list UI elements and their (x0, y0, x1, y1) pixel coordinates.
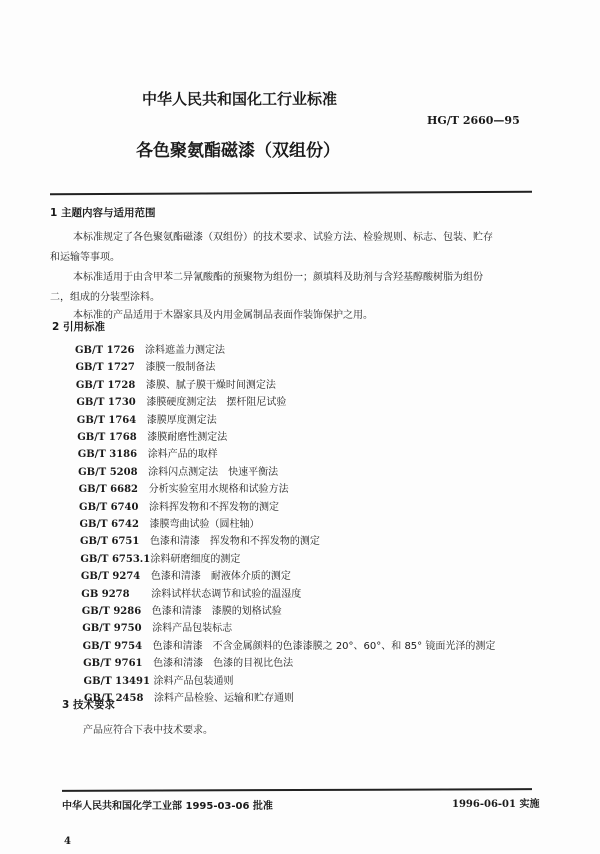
reference-name: 漆膜硬度测定法 摆杆阻尼试验 (146, 397, 287, 409)
reference-code: GB/T 6740 (79, 501, 139, 513)
reference-code: GB/T 3186 (77, 449, 138, 461)
reference-name: 漆膜、腻子膜干燥时间测定法 (145, 379, 276, 391)
reference-code: GB 9278 (81, 588, 130, 600)
reference-item (79, 498, 279, 513)
section-2-heading: 2 引用标准 (52, 321, 105, 333)
reference-item (76, 376, 276, 391)
paragraph: 和运输等事项。 (50, 252, 120, 263)
paragraph: 本标准规定了各色聚氨酯磁漆（双组份）的技术要求、试验方法、检验规则、标志、包装、贮存 (73, 232, 493, 243)
reference-code: GB/T 2458 (84, 693, 144, 704)
section-3-heading: 3 技术要求 (62, 699, 115, 711)
reference-name: 涂料试样状态调节和试验的温湿度 (151, 588, 302, 600)
paragraph: 本标准适用于由含甲苯二异氰酸酯的预聚物为组份一；颜填料及助剂与含羟基醇酸树脂为组份 (73, 272, 483, 283)
reference-code: GB/T 9286 (81, 606, 142, 617)
reference-name: 涂料遮盖力测定法 (145, 345, 225, 356)
approval-text: 中华人民共和国化学工业部 1995-03-06 批准 (62, 801, 273, 812)
reference-item (82, 602, 282, 617)
reference-item (80, 550, 240, 565)
reference-code: GB/T 1768 (77, 432, 137, 443)
reference-name: 涂料闪点测定法 快速平衡法 (148, 466, 279, 478)
reference-code: GB/T 6742 (79, 519, 139, 530)
reference-name: 涂料产品包装通则 (153, 675, 234, 687)
reference-item (77, 411, 217, 426)
document-title: 各色聚氨酯磁漆（双组份） (136, 141, 340, 161)
reference-item (79, 480, 289, 495)
reference-code: GB/T 5208 (78, 466, 138, 478)
reference-name: 涂料产品的取样 (147, 449, 218, 461)
footer-rule (62, 788, 532, 792)
reference-name: 漆膜厚度测定法 (146, 414, 217, 426)
reference-item (83, 637, 496, 652)
reference-item (82, 619, 232, 634)
reference-code: GB/T 1727 (75, 362, 135, 374)
reference-code: GB/T 1728 (75, 379, 136, 391)
reference-item (76, 393, 286, 408)
reference-item (84, 689, 294, 704)
reference-code: GB/T 9750 (82, 623, 142, 635)
reference-item (77, 428, 227, 443)
reference-item (81, 585, 301, 600)
standard-code: HG/T 2660—95 (427, 114, 520, 127)
reference-code: GB/T 9761 (83, 658, 143, 670)
header-rule (50, 191, 532, 196)
reference-name: 漆膜一般制备法 (145, 362, 216, 374)
reference-code: GB/T 9754 (82, 640, 143, 652)
reference-name: 涂料研磨细度的测定 (150, 553, 241, 565)
reference-code: GB/T 1730 (76, 397, 136, 409)
reference-item (80, 532, 320, 547)
reference-name: 漆膜耐磨性测定法 (147, 432, 228, 443)
reference-name: 色漆和清漆 挥发物和不挥发物的测定 (149, 536, 320, 548)
organization: 中华人民共和国化工行业标准 (142, 90, 338, 108)
paragraph: 产品应符合下表中技术要求。 (83, 725, 213, 736)
reference-item (83, 654, 293, 669)
page-number: 4 (64, 836, 71, 847)
reference-item (80, 515, 260, 530)
reference-item (75, 358, 215, 373)
reference-item (75, 341, 225, 356)
reference-code: GB/T 1764 (76, 414, 137, 426)
paragraph: 二，组成的分装型涂料。 (50, 292, 160, 303)
reference-name: 涂料产品检验、运输和贮存通则 (154, 693, 294, 704)
effective-date: 1996-06-01 实施 (452, 799, 540, 810)
reference-name: 漆膜弯曲试验（圆柱轴） (149, 519, 260, 530)
section-1-heading: 1 主题内容与适用范围 (50, 207, 156, 219)
reference-item (78, 463, 278, 478)
reference-code: GB/T 6753.1 (80, 553, 151, 565)
reference-name: 分析实验室用水规格和试验方法 (148, 484, 289, 496)
reference-item (81, 567, 291, 582)
reference-code: GB/T 9274 (80, 571, 141, 583)
reference-code: GB/T 1726 (75, 345, 135, 356)
reference-name: 色漆和清漆 色漆的目视比色法 (153, 658, 294, 670)
reference-item (84, 672, 234, 687)
reference-code: GB/T 13491 (83, 675, 150, 687)
paragraph: 本标准的产品适用于木器家具及内用金属制品表面作装饰保护之用。 (73, 310, 373, 321)
reference-item (78, 445, 218, 460)
reference-code: GB/T 6751 (79, 536, 140, 548)
reference-name: 色漆和清漆 不含金属颜料的色漆漆膜之 20°、60°、和 85° 镜面光泽的测定 (152, 640, 496, 652)
reference-code: GB/T 6682 (78, 484, 138, 496)
reference-name: 色漆和清漆 漆膜的划格试验 (151, 606, 282, 617)
reference-name: 涂料产品包装标志 (152, 623, 233, 635)
reference-name: 色漆和清漆 耐液体介质的测定 (150, 571, 291, 583)
reference-name: 涂料挥发物和不挥发物的测定 (149, 501, 280, 513)
